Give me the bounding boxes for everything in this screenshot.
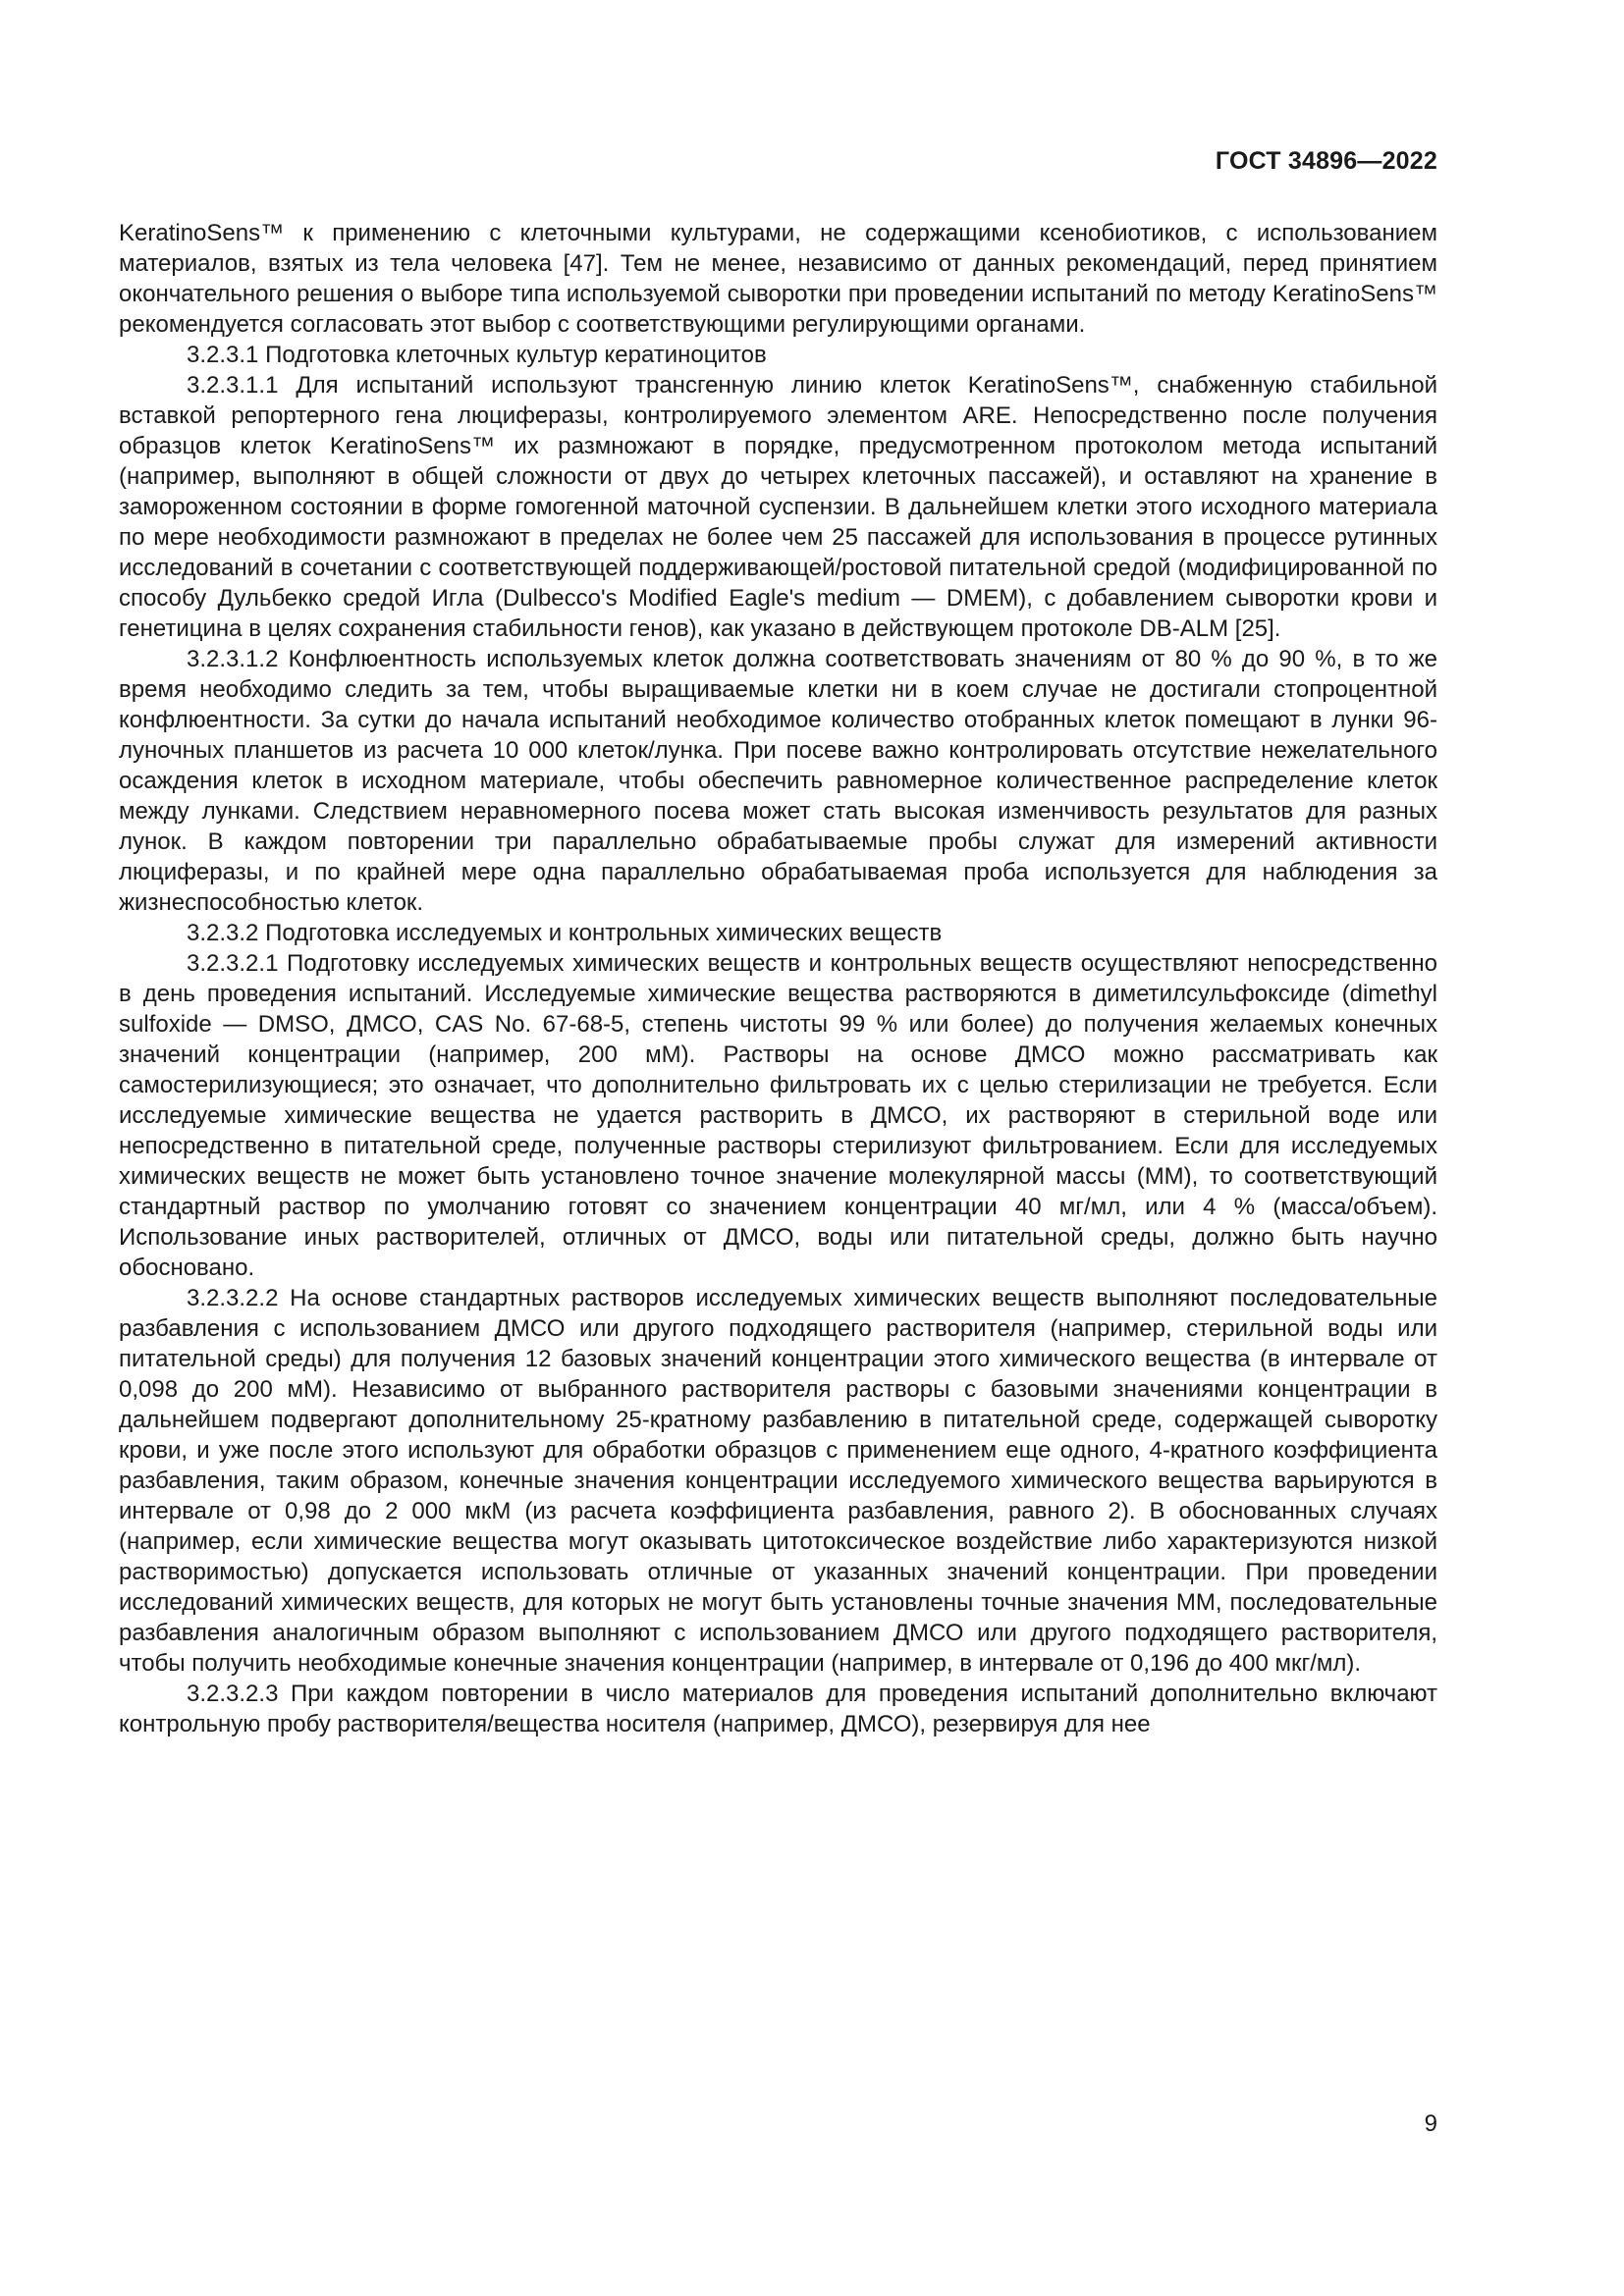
paragraph-3-2-3-1-2: 3.2.3.1.2 Конфлюентность используемых клеток должна соответствовать значениям от 80 % до 90 %, в то же время необходимо следить за тем, чтобы выращиваемые клетки ни в коем случае не достигали стопроцентной конфлюентности. За сутки до начала испытаний необходимое количество отобранных клеток помещают в лунки 96-луночных планшетов из расчета 10 000 клеток/лунка. При посеве важно контролировать отсутствие нежелательного осаждения клеток в исходном материале, чтобы обеспечить равномерное количественное распределение клеток между лунками. Следствием неравномерного посева может стать высокая изменчивость результатов для разных лунок. В каждом повторении три параллельно обрабатываемые пробы служат для измерений активности люциферазы, и по крайней мере одна параллельно обрабатываемая проба используется для наблюдения за жизнеспособностью клеток. xyxy=(119,646,1437,916)
paragraph-3-2-3-2-3: 3.2.3.2.3 При каждом повторении в число материалов для проведения испытаний дополнительно включают контрольную пробу растворителя/вещества носителя (например, ДМСО), резервируя для нее xyxy=(119,1681,1437,1737)
section-heading-3-2-3-1: 3.2.3.1 Подготовка клеточных культур кератиноцитов xyxy=(187,342,767,368)
page-number: 9 xyxy=(1424,2110,1437,2137)
paragraph-3-2-3-2-1: 3.2.3.2.1 Подготовку исследуемых химических веществ и контрольных веществ осуществляют непосредственно в день проведения испытаний. Исследуемые химические вещества растворяются в диметилсульфоксиде (dimethyl sulfoxide — DMSO, ДМСО, CAS No. 67-68-5, степень чистоты 99 % или более) до получения желаемых конечных значений концентрации (например, 200 мМ). Растворы на основе ДМСО можно рассматривать как самостерилизующиеся; это означает, что дополнительно фильтровать их с целью стерилизации не требуется. Если исследуемые химические вещества не удается растворить в ДМСО, их растворяют в стерильной воде или непосредственно в питательной среде, полученные растворы стерилизуют фильтрованием. Если для исследуемых химических веществ не может быть установлено точное значение молекулярной массы (ММ), то соответствующий стандартный раствор по умолчанию готовят со значением концентрации 40 мг/мл, или 4 % (масса/объем). Использование иных растворителей, отличных от ДМСО, воды или питательной среды, должно быть научно обосновано. xyxy=(119,950,1437,1281)
paragraph-3-2-3-2-2: 3.2.3.2.2 На основе стандартных растворов исследуемых химических веществ выполняют последовательные разбавления с использованием ДМСО или другого подходящего растворителя (например, стерильной воды или питательной среды) для получения 12 базовых значений концентрации этого химического вещества (в интервале от 0,098 до 200 мМ). Независимо от выбранного растворителя растворы с базовыми значениями концентрации в дальнейшем подвергают дополнительному 25-кратному разбавлению в питательной среде, содержащей сыворотку крови, и уже после этого используют для обработки образцов с применением еще одного, 4-кратного коэффициента разбавления, таким образом, конечные значения концентрации исследуемого химического вещества варьируются в интервале от 0,98 до 2 000 мкМ (из расчета коэффициента разбавления, равного 2). В обоснованных случаях (например, если химические вещества могут оказывать цитотоксическое воздействие либо характеризуются низкой растворимостью) допускается использовать отличные от указанных значений концентрации. При проведении исследований химических веществ, для которых не могут быть установлены точные значения ММ, последовательные разбавления аналогичным образом выполняют с использованием ДМСО или другого подходящего растворителя, чтобы получить необходимые конечные значения концентрации (например, в интервале от 0,196 до 400 мкг/мл). xyxy=(119,1285,1437,1677)
paragraph-intro-continuation: KeratinoSens™ к применению с клеточными культурами, не содержащими ксенобиотиков, с использованием материалов, взятых из тела человека [47]. Тем не менее, независимо от данных рекомендаций, перед принятием окончательного решения о выборе типа используемой сыворотки при проведении испытаний по методу KeratinoSens™ рекомендуется согласовать этот выбор с соответствующими регулирующими органами. xyxy=(119,220,1437,338)
document-body xyxy=(119,218,1437,1739)
standard-number: ГОСТ 34896—2022 xyxy=(1215,147,1437,175)
paragraph-3-2-3-1-1: 3.2.3.1.1 Для испытаний используют трансгенную линию клеток KeratinoSens™, снабженную стабильной вставкой репортерного гена люциферазы, контролируемого элементом ARE. Непосредственно после получения образцов клеток KeratinoSens™ их размножают в порядке, предусмотренном протоколом метода испытаний (например, выполняют в общей сложности от двух до четырех клеточных пассажей), и оставляют на хранение в замороженном состоянии в форме гомогенной маточной суспензии. В дальнейшем клетки этого исходного материала по мере необходимости размножают в пределах не более чем 25 пассажей для использования в процессе рутинных исследований в сочетании с соответствующей поддерживающей/ростовой питательной средой (модифицированной по способу Дульбекко средой Игла (Dulbecco's Modified Eagle's medium — DMEM), с добавлением сыворотки крови и генетицина в целях сохранения стабильности генов), как указано в действующем протоколе DB-ALM [25]. xyxy=(119,372,1437,642)
section-heading-3-2-3-2: 3.2.3.2 Подготовка исследуемых и контрольных химических веществ xyxy=(187,920,943,946)
